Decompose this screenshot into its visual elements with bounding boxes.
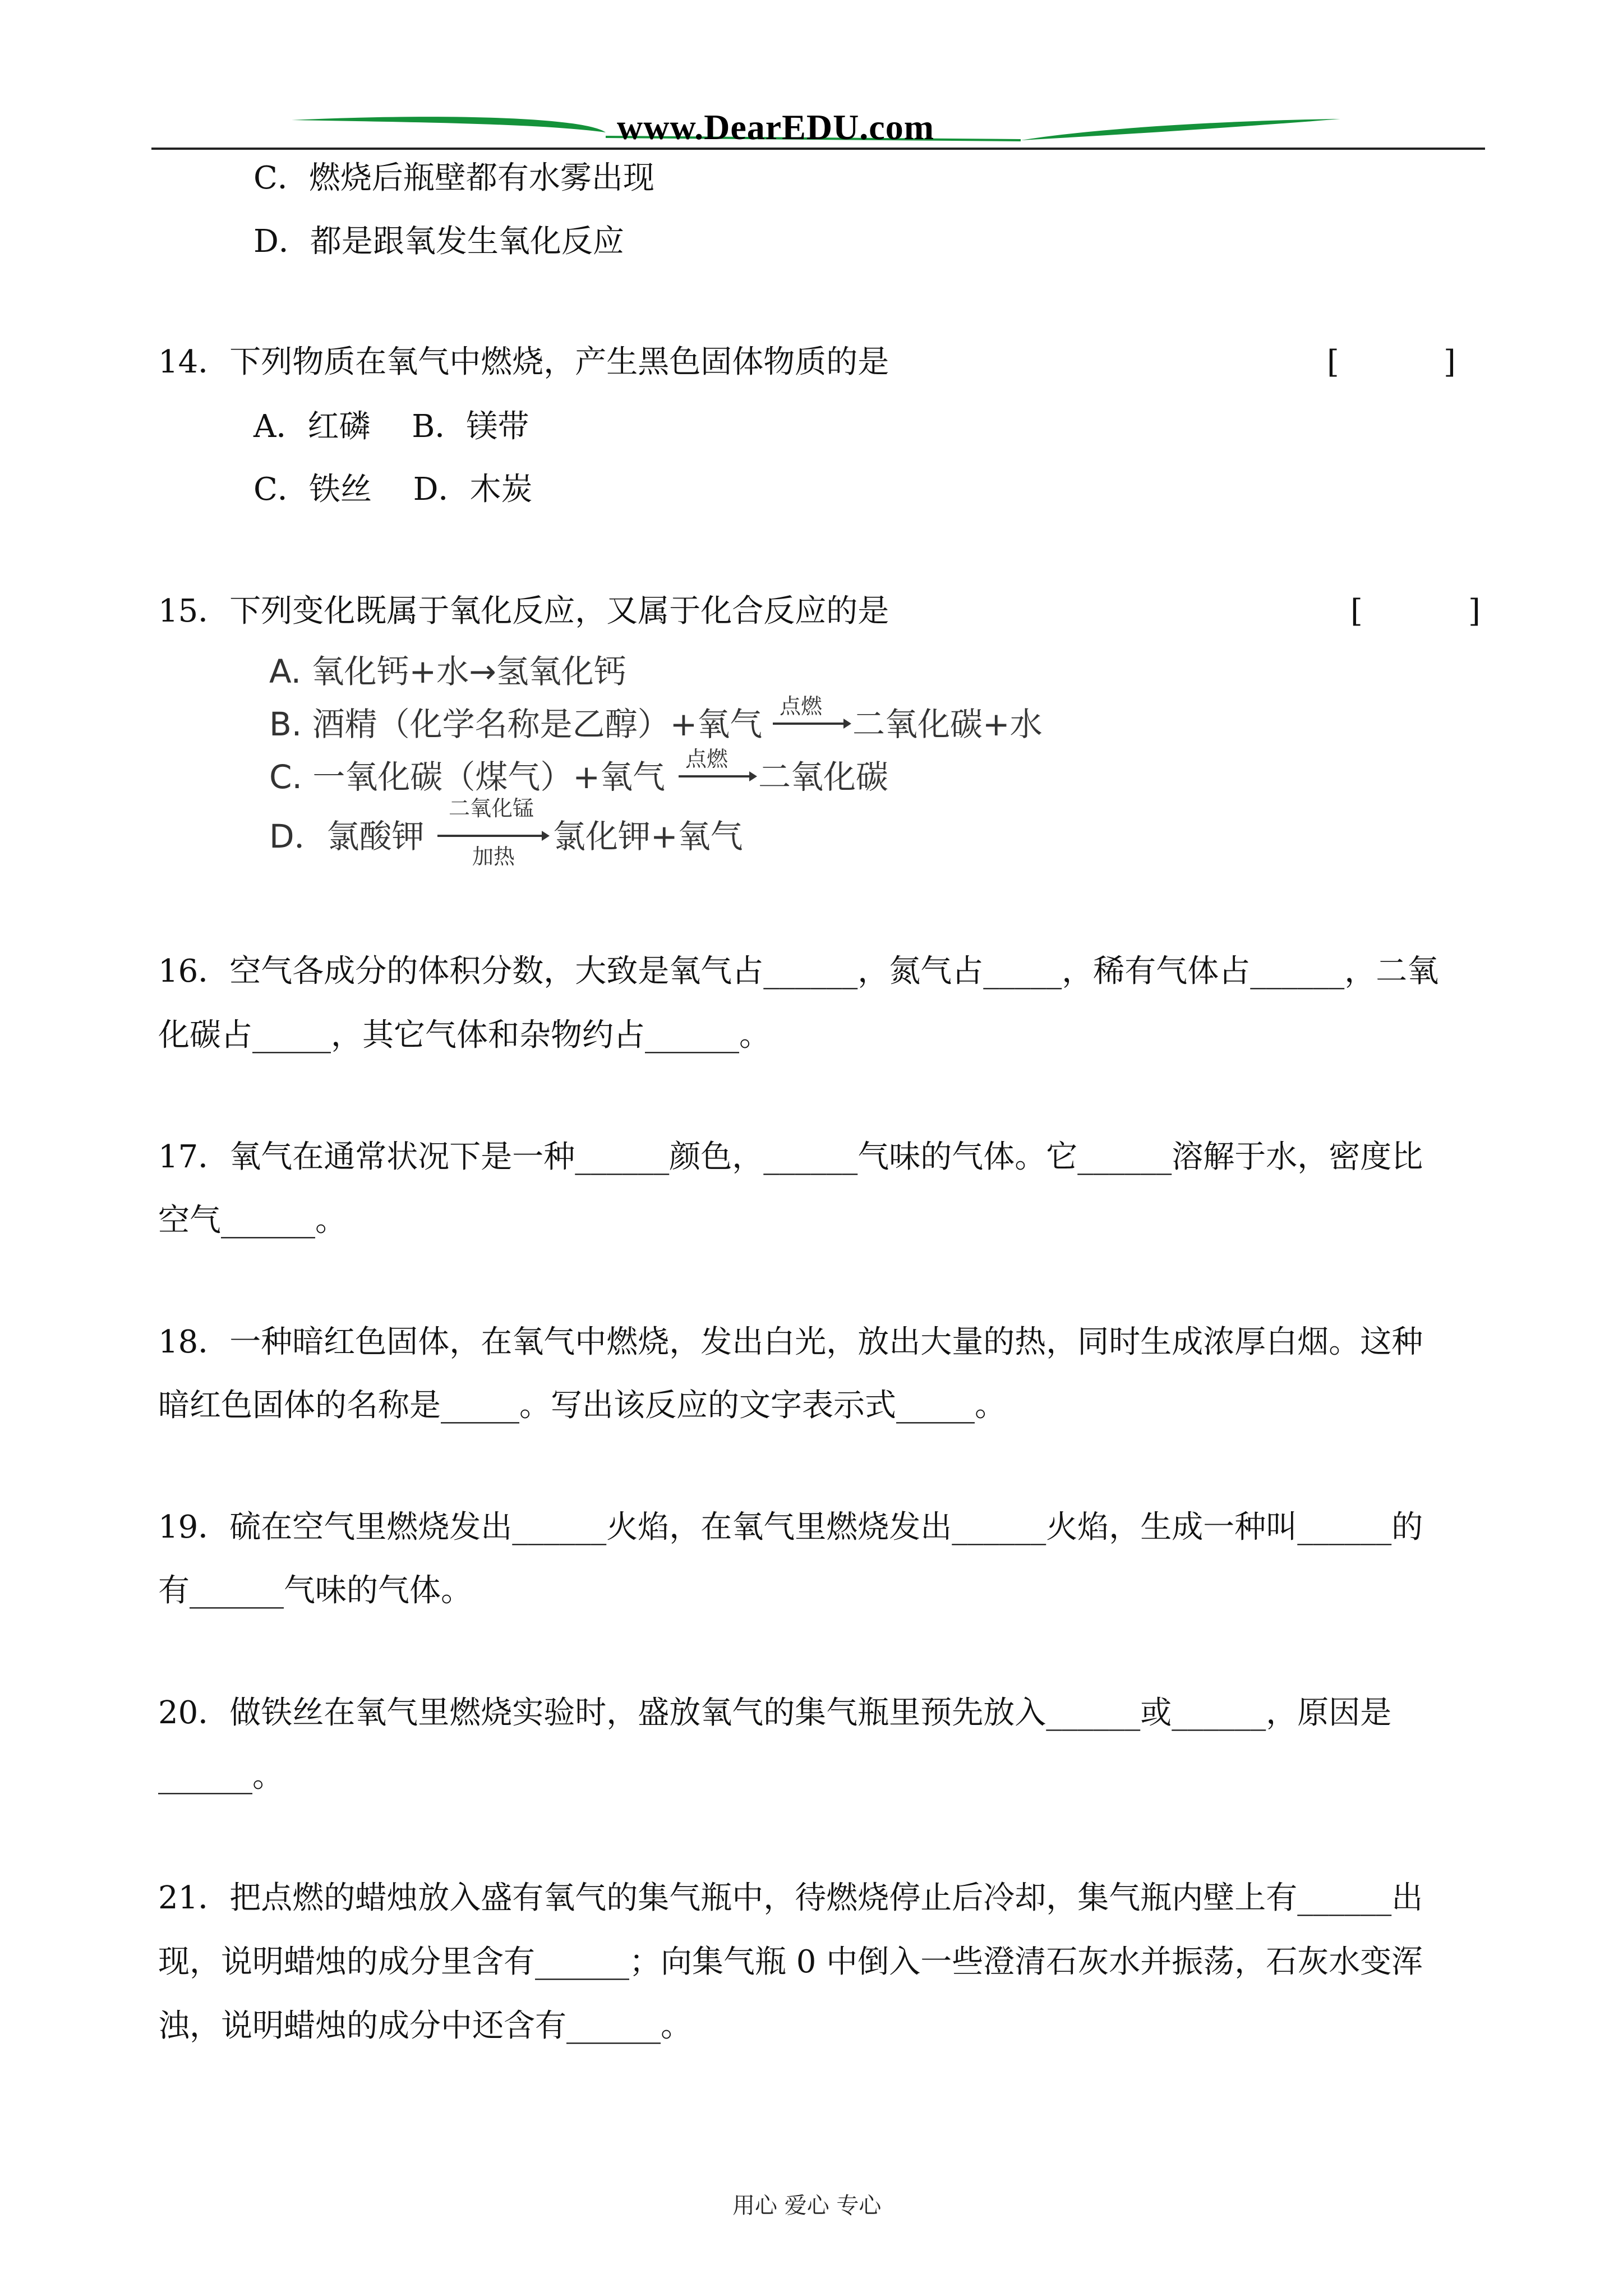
q15-option-b-condition: 点燃 (780, 694, 823, 719)
q16-line2: 化碳占_____，其它气体和杂物约占______。 (158, 1017, 771, 1053)
q17-line2: 空气______。 (158, 1202, 347, 1239)
q20-line1: 20．做铁丝在氧气里燃烧实验时，盛放氧气的集气瓶里预先放入______或______，原因是 (158, 1695, 1392, 1731)
q21-line1: 21．把点燃的蜡烛放入盛有氧气的集气瓶中，待燃烧停止后冷却，集气瓶内壁上有______出 (158, 1880, 1423, 1916)
q15-option-d-arrow-icon (437, 829, 550, 843)
q16-line1: 16．空气各成分的体积分数，大致是氧气占______，氮气占_____，稀有气体占______，二氧 (158, 953, 1439, 990)
q15-option-c-left: C. 一氧化碳（煤气）+氧气 (269, 758, 665, 796)
q15-option-a: A. 氧化钙+水→氢氧化钙 (269, 652, 626, 691)
q15-option-c-condition: 点燃 (685, 747, 728, 771)
q17-line1: 17．氧气在通常状况下是一种______颜色，______气味的气体。它______溶解于水，密度比 (158, 1139, 1423, 1175)
q15-option-d-condition-bottom: 加热 (472, 844, 515, 869)
q15-option-d-right: 氯化钾+氧气 (553, 817, 743, 855)
page-footer: 用心 爱心 专心 (732, 2193, 882, 2219)
q20-line2: ______。 (158, 1758, 284, 1795)
q15-option-d-left: D．氯酸钾 (269, 817, 425, 855)
q21-line2: 现，说明蜡烛的成分里含有______；向集气瓶 0 中倒入一些澄清石灰水并振荡，石灰水变浑 (158, 1944, 1423, 1980)
header-rule (151, 148, 1485, 150)
q14-stem: 14．下列物质在氧气中燃烧，产生黑色固体物质的是 (158, 344, 889, 380)
q15-stem: 15．下列变化既属于氧化反应，又属于化合反应的是 (158, 593, 889, 629)
q13-option-c: C．燃烧后瓶壁都有水雾出现 (253, 160, 654, 196)
q21-line3: 浊，说明蜡烛的成分中还含有______。 (158, 2008, 692, 2044)
q18-line1: 18．一种暗红色固体，在氧气中燃烧，发出白光，放出大量的热，同时生成浓厚白烟。这种 (158, 1324, 1423, 1360)
logo-swoosh-left (292, 117, 606, 132)
q15-option-b-right: 二氧化碳+水 (852, 705, 1043, 743)
q15-option-c-right: 二氧化碳 (758, 758, 889, 796)
q14-options-row2: C．铁丝 D．木炭 (253, 471, 533, 508)
q15-option-d-condition-top: 二氧化锰 (449, 796, 534, 821)
q14-bracket-left: [ (1327, 344, 1339, 380)
q18-line2: 暗红色固体的名称是_____。写出该反应的文字表示式_____。 (158, 1387, 1006, 1424)
q13-option-d: D．都是跟氧发生氧化反应 (253, 223, 624, 260)
q15-option-b-left: B. 酒精（化学名称是乙醇）+氧气 (269, 705, 763, 743)
q19-line1: 19．硫在空气里燃烧发出______火焰，在氧气里燃烧发出______火焰，生成一种叫______的 (158, 1509, 1423, 1545)
q15-bracket-left: [ (1350, 593, 1363, 629)
q15-bracket-right: ] (1468, 593, 1481, 629)
logo-swoosh-right (1021, 119, 1340, 140)
q15-option-c-arrow-icon (679, 770, 757, 783)
q19-line2: 有______气味的气体。 (158, 1572, 472, 1609)
q14-bracket-right: ] (1444, 344, 1456, 380)
q15-option-b-arrow-icon (773, 717, 851, 730)
q14-options-row1: A．红磷 B．镁带 (253, 408, 529, 445)
logo-text: www.DearEDU.com (617, 110, 934, 147)
